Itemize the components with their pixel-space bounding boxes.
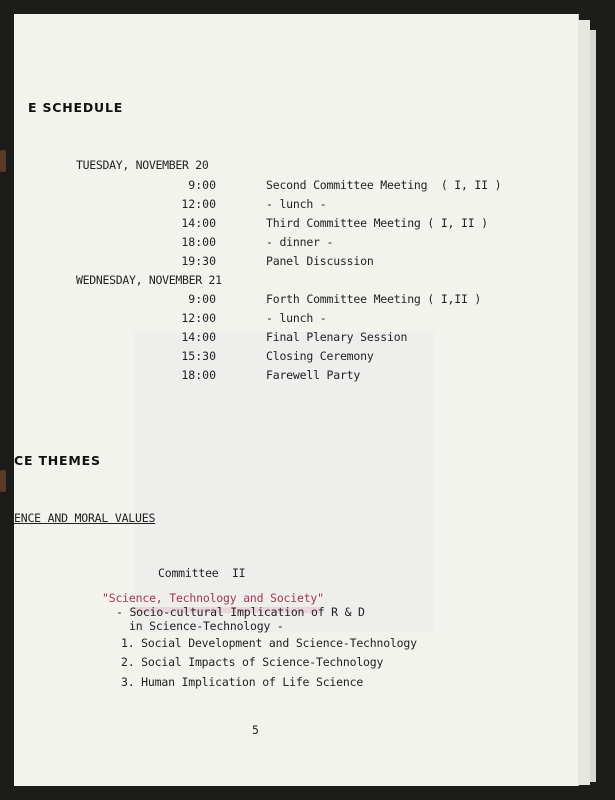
day1-event-1: Second Committee Meeting ( I, II )	[266, 178, 502, 192]
page-number: 5	[252, 723, 259, 737]
committee-title: "Science, Technology and Society"	[102, 591, 324, 605]
committee-subtitle-1: - Socio-cultural Implication of R & D	[116, 605, 365, 619]
day2-time-2: 12:00	[181, 311, 216, 325]
section-heading: ENCE AND MORAL VALUES	[14, 511, 156, 525]
day2-event-4: Closing Ceremony	[266, 349, 374, 363]
document-page	[14, 14, 578, 786]
day2-event-2: - lunch -	[266, 311, 327, 325]
day2-time-1: 9:00	[188, 292, 216, 306]
binding-mark-top	[0, 150, 6, 172]
day2-time-5: 18:00	[181, 368, 216, 382]
day1-event-2: - lunch -	[266, 197, 327, 211]
day2-label: WEDNESDAY, NOVEMBER 21	[76, 273, 222, 287]
day1-time-5: 19:30	[181, 254, 216, 268]
committee-subtitle-2: in Science-Technology -	[129, 619, 284, 633]
day1-label: TUESDAY, NOVEMBER 20	[76, 158, 209, 172]
day1-time-3: 14:00	[181, 216, 216, 230]
back-page-edge-2	[590, 30, 596, 782]
day1-time-4: 18:00	[181, 235, 216, 249]
topic-1: 1. Social Development and Science-Technology	[121, 636, 417, 650]
day1-time-1: 9:00	[188, 178, 216, 192]
topic-2: 2. Social Impacts of Science-Technology	[121, 655, 384, 669]
day1-event-5: Panel Discussion	[266, 254, 374, 268]
day1-event-4: - dinner -	[266, 235, 334, 249]
topic-3: 3. Human Implication of Life Science	[121, 675, 364, 689]
themes-heading: CE THEMES	[14, 453, 101, 468]
day2-event-5: Farewell Party	[266, 368, 361, 382]
day1-event-3: Third Committee Meeting ( I, II )	[266, 216, 488, 230]
day2-time-3: 14:00	[181, 330, 216, 344]
committee-label: Committee II	[158, 566, 246, 580]
back-page-edge	[578, 20, 590, 785]
binding-mark-bottom	[0, 470, 6, 492]
day2-time-4: 15:30	[181, 349, 216, 363]
day2-event-3: Final Plenary Session	[266, 330, 408, 344]
day2-event-1: Forth Committee Meeting ( I,II )	[266, 292, 482, 306]
schedule-heading: E SCHEDULE	[28, 100, 124, 115]
day1-time-2: 12:00	[181, 197, 216, 211]
